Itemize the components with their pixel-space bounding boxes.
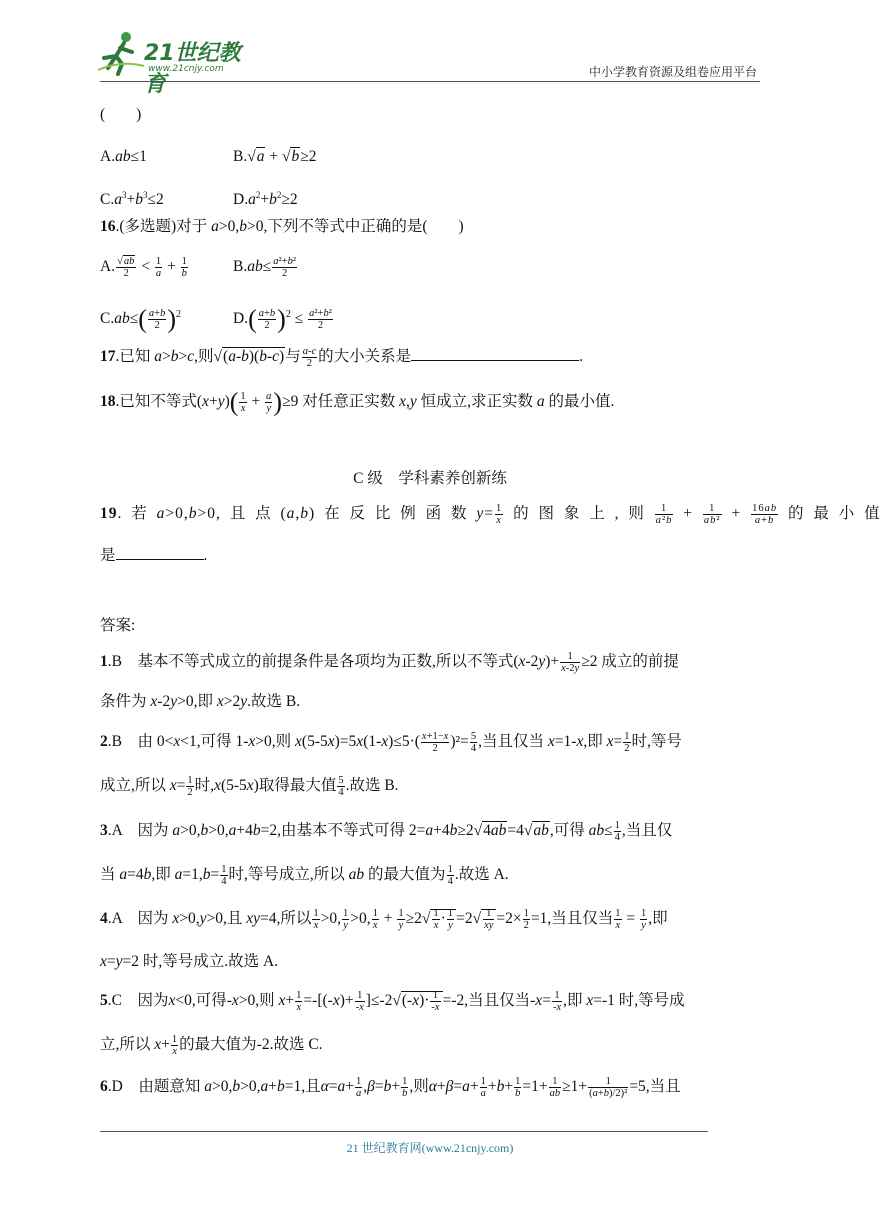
q15-option-a: A.ab≤1 — [100, 148, 147, 165]
footer-rule — [100, 1131, 708, 1132]
header-rule — [100, 81, 760, 82]
q16-option-c: C.ab≤( $\frac{a+b}{2}$ )$^2$ — [100, 304, 181, 334]
logo-url: www.21cnjy.com — [148, 64, 224, 74]
q18: 18.已知不等式(x+y)( $\frac{1}{x}$ + $\frac{a}{y}$ )≥9 对任意正实数 x,y 恒成立,求正实数 a 的最小值. — [100, 387, 615, 417]
q17: 17.已知 a>b>c,则√(a-b)(b-c)与 $\frac{a-c}{2}$ 的大小关系是 . — [100, 346, 584, 369]
q15-option-b: B.√a + √b≥2 — [233, 148, 317, 165]
header-logo — [96, 30, 261, 97]
q19-line1: 19. 若 a>0,b>0, 且 点 (a,b) 在 反 比 例 函 数 y= $\frac{1}{x}$ 的 图 象 上 , 则 $\frac{1}{\text{a²b}}$ + $\frac{1}{\text{ab²}}$ + $\frac{16ab}{a+b}$ 的 最 小 值 — [100, 503, 881, 526]
section-c-title: C 级 学科素养创新练 — [353, 470, 507, 487]
ans4-line2: x=y=2 时,等号成立.故选 A. — [100, 953, 279, 970]
logo-text: 21世纪教育 — [144, 41, 241, 97]
ans1-line1: 1.B 基本不等式成立的前提条件是各项均为正数,所以不等式(x-2y)+ $\frac{1}{x-2y}$ ≥2 成立的前提 — [100, 651, 679, 674]
ans6-line1: 6.D 由题意知 a>0,b>0,a+b=1,且α=a+ $\frac{1}{a}$ ,β=b+ $\frac{1}{b}$ ,则α+β=a+ $\frac{1}{a}$ +b+ $\frac{1}{b}$ =1+ $\frac{1}{ab}$ ≥1+ $\frac{1}{\text{(a+b)/2)²}}$ =5,当且 — [100, 1076, 681, 1099]
q16-stem: 16.(多选题)对于 a>0,b>0,下列不等式中正确的是( ) — [100, 218, 464, 235]
q16-option-d: D.( $\frac{a+b}{2}$ )$^2$ ≤ $\frac{\text{a²+b²}}{2}$ — [233, 304, 332, 334]
q16-option-b: B.ab≤ $\frac{\text{a²+b²}}{2}$ — [233, 256, 296, 279]
q15-option-d: $D.a^2+b^2\ge 2$ — [233, 190, 298, 209]
header-right-text: 中小学教育资源及组卷应用平台 — [588, 65, 757, 79]
ans3-line2: 当 a=4b,即 a=1,b= $\frac{1}{4}$ 时,等号成立,所以 ab 的最大值为 $\frac{1}{4}$ .故选 A. — [100, 864, 509, 887]
ans5-line1: 5.C 因为x<0,可得-x>0,则 x+ $\frac{1}{x}$ =-[(-x)+ $\frac{1}{-x}$ ]≤-2√(-x)· $\frac{1}{-x}$ =-2,当且仅当-x= $\frac{1}{-x}$ ,即 x=-1 时,等号成 — [100, 990, 685, 1013]
q15-option-c: $C.a^3+b^3\le 2$ — [100, 190, 164, 209]
ans5-line2: 立,所以 x+ $\frac{1}{x}$ 的最大值为-2.故选 C. — [100, 1034, 323, 1057]
ans3-line1: 3.A 因为 a>0,b>0,a+4b=2,由基本不等式可得 2=a+4b≥2√4ab=4√ab,可得 ab≤ $\frac{1}{4}$ ,当且仅 — [100, 820, 673, 843]
footer-text: 21 世纪教育网(www.21cnjy.com) — [346, 1141, 514, 1155]
runner-logo-icon — [96, 30, 146, 76]
ans2-line2: 成立,所以 x= $\frac{1}{2}$ 时,x(5-5x)取得最大值 $\frac{5}{4}$ .故选 B. — [100, 775, 399, 798]
ans4-line1: 4.A 因为 x>0,y>0,且 xy=4,所以 $\frac{1}{x}$ >0, $\frac{1}{y}$ >0, $\frac{1}{x}$ + $\frac{1}{y}$ ≥2√ $\frac{1}{x}$ · $\frac{1}{y}$ =2√ $\frac{1}{xy}$ =2× $\frac{1}{2}$ =1,当且仅当 $\frac{1}{x}$ = $\frac{1}{y}$ ,即 — [100, 908, 668, 931]
q19-line2: 是 . — [100, 547, 208, 564]
q16-option-a: A. $\frac{√ab}{2}$ < $\frac{1}{a}$ + $\frac{1}{b}$ — [100, 256, 187, 279]
answer-heading: 答案: — [100, 617, 136, 634]
ans2-line1: 2.B 由 0<x<1,可得 1-x>0,则 x(5-5x)=5x(1-x)≤5·( $\frac{x+1-x}{2}$ )²= $\frac{5}{4}$ ,当且仅当 x=1-x,即 x= $\frac{1}{2}$ 时,等号 — [100, 731, 682, 754]
q15-paren: ( ) — [100, 106, 142, 123]
ans1-line2: 条件为 x-2y>0,即 x>2y.故选 B. — [100, 693, 301, 710]
